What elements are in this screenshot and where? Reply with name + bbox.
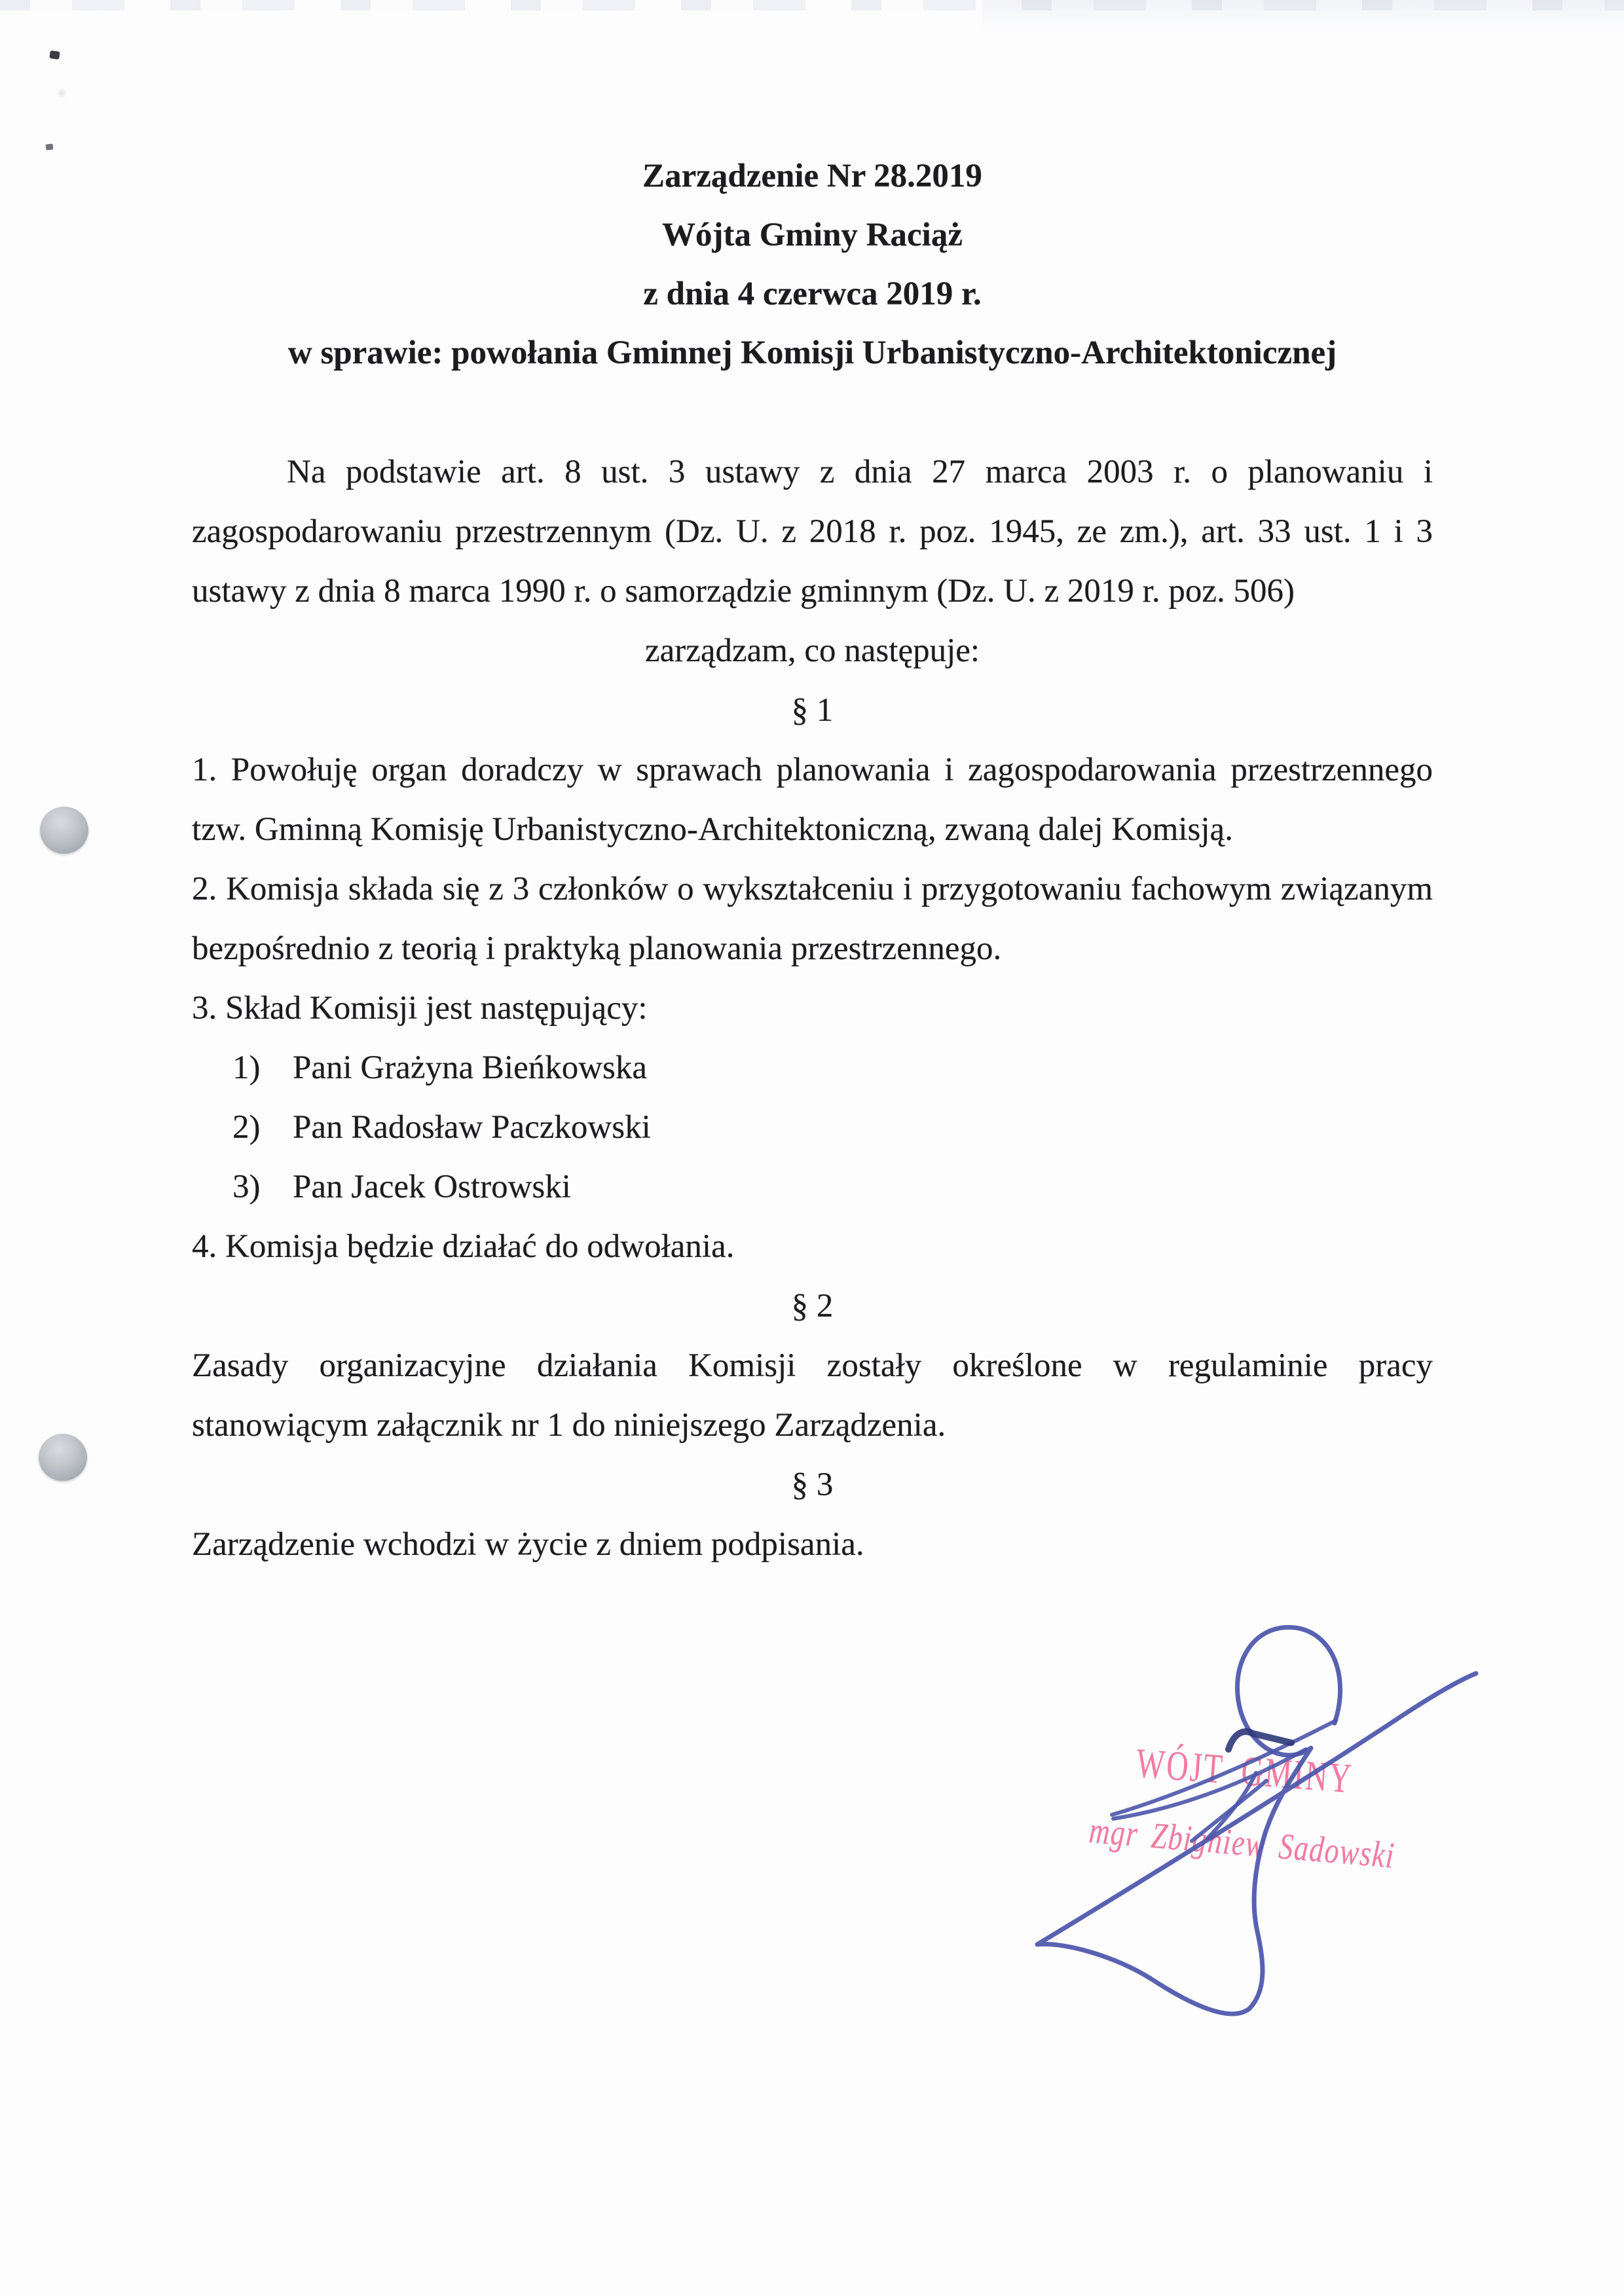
signature-main-stroke bbox=[1037, 1628, 1476, 2014]
scan-speck bbox=[46, 143, 54, 150]
signature-cross-stroke bbox=[1208, 1773, 1256, 1838]
signature-fan-stroke bbox=[1112, 1721, 1336, 1815]
section-2-heading: § 2 bbox=[791, 1288, 834, 1324]
section-1-heading: § 1 bbox=[791, 692, 834, 729]
section-3-text: Zarządzenie wchodzi w życie z dniem podpisania. bbox=[192, 1526, 864, 1563]
section-2-text: Zasady organizacyjne działania Komisji zostały określone w regulaminie pracy stanowiącym załącznik nr 1 do niniejszego Zarządzenia. bbox=[192, 1347, 1433, 1444]
member-name: Pani Grażyna Bieńkowska bbox=[293, 1049, 648, 1086]
punch-hole-bottom bbox=[39, 1434, 87, 1481]
document-header bbox=[192, 147, 1433, 382]
section-1-point-4: 4. Komisja będzie działać do odwołania. bbox=[192, 1228, 735, 1265]
date-line: z dnia 4 czerwca 2019 r. bbox=[643, 276, 982, 312]
official-stamp-signer: mgr Zbigniew Sadowski bbox=[1087, 1810, 1397, 1876]
punch-hole-top bbox=[40, 807, 88, 854]
issuer-line: Wójta Gminy Raciąż bbox=[662, 217, 963, 253]
member-marker: 2) bbox=[232, 1109, 261, 1146]
member-marker: 1) bbox=[232, 1049, 261, 1086]
scan-noise-band bbox=[982, 0, 1624, 30]
subject-line: w sprawie: powołania Gminnej Komisji Urbanistyczno-Architektonicznej bbox=[287, 335, 1337, 371]
document-body bbox=[192, 147, 1433, 1575]
member-name: Pan Jacek Ostrowski bbox=[293, 1169, 571, 1205]
committee-member-row bbox=[192, 1038, 1433, 1098]
official-stamp-title: WÓJT GMINY bbox=[1134, 1739, 1355, 1802]
order-number-line: Zarządzenie Nr 28.2019 bbox=[642, 158, 982, 194]
section-1-point-1: 1. Powołuję organ doradczy w sprawach planowania i zagospodarowania przestrzennego tzw. Gminną Komisję Urbanistyczno-Architektoniczną, zwaną dalej Komisją. bbox=[192, 752, 1433, 848]
section-1-point-2: 2. Komisja składa się z 3 członków o wykształceniu i przygotowaniu fachowym związanym bezpośrednio z teorią i praktyką planowania przestrzennego. bbox=[192, 871, 1433, 967]
signature-ink bbox=[982, 1584, 1519, 2049]
legal-basis-paragraph: Na podstawie art. 8 ust. 3 ustawy z dnia 27 marca 2003 r. o planowaniu i zagospodarowaniu przestrzennym (Dz. U. z 2018 r. poz. 1945, ze zm.), art. 33 ust. 1 i 3 ustawy z dnia 8 marca 1990 r. o samorządzie gminnym (Dz. U. z 2019 r. poz. 506) bbox=[192, 454, 1433, 610]
section-1-point-3: 3. Skład Komisji jest następujący: bbox=[192, 990, 648, 1027]
member-marker: 3) bbox=[232, 1169, 261, 1205]
committee-member-row bbox=[192, 1098, 1433, 1157]
ordaining-clause: zarządzam, co następuje: bbox=[644, 632, 980, 669]
section-3-heading: § 3 bbox=[791, 1467, 834, 1503]
member-name: Pan Radosław Paczkowski bbox=[293, 1109, 651, 1146]
scan-speck bbox=[49, 50, 60, 60]
scan-speck bbox=[55, 88, 68, 98]
committee-member-row bbox=[192, 1157, 1433, 1217]
